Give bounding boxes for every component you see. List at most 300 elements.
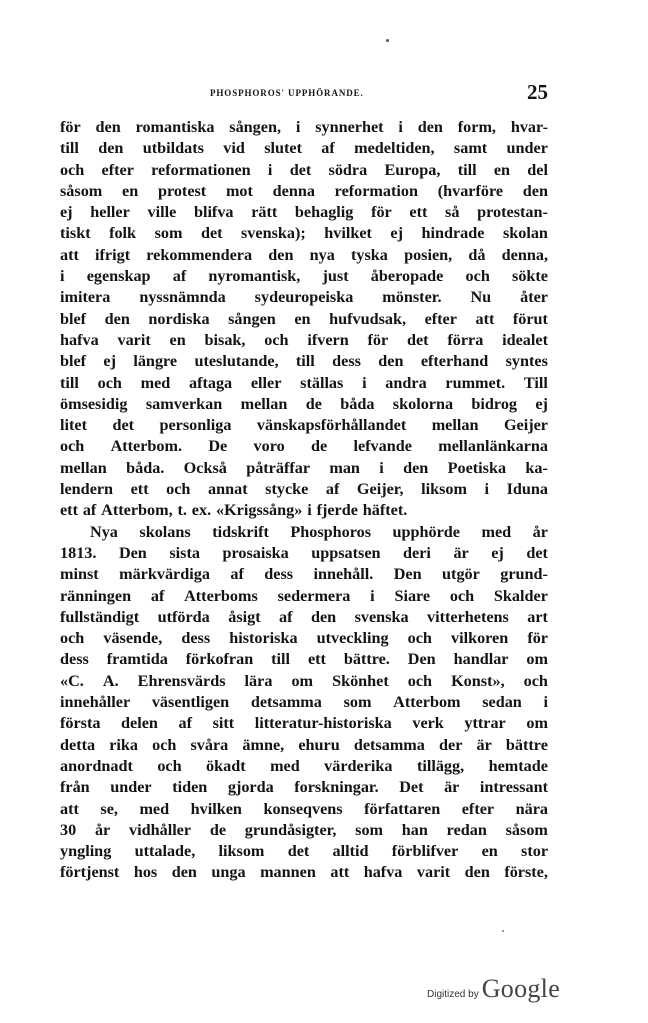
word: år <box>532 522 548 541</box>
word: den <box>171 863 197 882</box>
word: efter <box>461 799 495 818</box>
word: Konst», <box>451 671 505 690</box>
word: det <box>112 416 135 435</box>
word: till <box>60 373 79 392</box>
word: medeltiden, <box>354 139 435 158</box>
word: efterhand <box>420 352 489 371</box>
text-line <box>60 671 548 692</box>
word: dess <box>181 629 211 648</box>
word: märkvärdiga <box>119 565 210 584</box>
word: i <box>398 118 403 136</box>
word: utgör <box>442 565 480 584</box>
text-line <box>60 862 548 883</box>
word: Iduna <box>506 480 548 499</box>
word: vänskapsförhållandet <box>256 416 407 435</box>
word: tillägg, <box>416 756 465 775</box>
text-line <box>60 777 548 798</box>
word: konseqvens <box>263 799 343 818</box>
word: den <box>464 863 490 882</box>
word: mannen <box>260 863 316 882</box>
word: och <box>264 330 289 349</box>
text-line <box>60 756 548 777</box>
word: redan <box>446 820 487 839</box>
word: upphörde <box>392 522 460 541</box>
word: förut <box>512 309 548 328</box>
word: syntes <box>505 352 548 371</box>
word: uteslutande, <box>194 352 279 371</box>
word: det <box>289 160 312 179</box>
word: stor <box>521 842 548 861</box>
word: form, <box>457 118 496 136</box>
word: denna, <box>501 245 548 264</box>
word: reformationen <box>151 160 251 179</box>
word: nordiska <box>148 309 210 328</box>
word: Europa, <box>384 160 441 179</box>
word: grundåsigter, <box>244 820 337 839</box>
word: de <box>209 820 227 839</box>
digitized-label: Digitized by <box>427 989 479 1000</box>
word: i <box>307 501 312 520</box>
word: vilkoren <box>450 629 509 648</box>
word: «Krigssång» <box>215 501 303 520</box>
word: synnerhet <box>315 118 384 136</box>
word: 1813. <box>60 543 97 562</box>
word: den <box>378 352 404 371</box>
word: skolorna <box>392 394 454 413</box>
word: och <box>97 373 122 392</box>
text-line <box>60 202 548 223</box>
word: Atterbom. <box>110 437 183 456</box>
word: i <box>379 458 384 477</box>
word: såsom <box>60 181 103 200</box>
word: detta <box>60 735 96 754</box>
word: dess <box>60 650 89 669</box>
word: ett <box>307 650 326 669</box>
word: påträffar <box>246 458 311 477</box>
word: då <box>468 245 486 264</box>
word: mellan <box>431 416 479 435</box>
word: alltid <box>332 842 369 861</box>
word: i <box>295 118 301 136</box>
word: och <box>60 160 85 179</box>
text-line <box>60 138 548 159</box>
scan-speck <box>386 39 389 42</box>
word: att <box>60 799 79 818</box>
word: protestan- <box>477 203 548 222</box>
word: Poetiska <box>447 458 507 477</box>
word: der <box>439 735 463 754</box>
word: han <box>401 820 428 839</box>
word: och <box>523 671 548 690</box>
word: en <box>294 309 311 328</box>
text-line <box>60 245 548 266</box>
text-line <box>60 394 548 415</box>
word: grund- <box>500 565 548 584</box>
word: sedan <box>482 693 522 712</box>
word: se, <box>100 799 118 818</box>
word: efter <box>101 160 134 179</box>
word: uppsatsen <box>311 543 381 562</box>
text-line <box>60 458 548 479</box>
word: för <box>371 203 392 222</box>
word: «C. <box>60 671 84 690</box>
word: bättre. <box>343 650 390 669</box>
word: längre <box>133 352 178 371</box>
word: till <box>60 139 79 158</box>
word: gjorda <box>227 778 274 797</box>
word: sedermera <box>277 586 351 605</box>
word: Ehrensvärds <box>137 671 226 690</box>
word: deri <box>403 543 431 562</box>
word: en <box>122 181 139 200</box>
word: den <box>403 458 429 477</box>
word: t. <box>177 501 187 520</box>
word: en <box>169 330 186 349</box>
word: innehåller <box>60 693 131 712</box>
word: Phosphoros <box>290 522 372 541</box>
text-line <box>60 309 548 330</box>
word: ex. <box>191 501 212 520</box>
word: del <box>527 160 548 179</box>
word: förra <box>447 330 484 349</box>
body-text <box>60 117 548 884</box>
text-line <box>60 713 548 734</box>
word: af <box>230 565 244 584</box>
text-line <box>60 820 548 841</box>
word: rätt <box>251 203 278 222</box>
word: personliga <box>159 416 232 435</box>
word: Den <box>118 543 147 562</box>
word: af <box>172 267 187 286</box>
page-number: 25 <box>527 80 548 104</box>
word: Skalder <box>493 586 548 605</box>
word: sökte <box>512 267 548 286</box>
word: år <box>94 820 111 839</box>
word: södra <box>328 160 368 179</box>
word: handlar <box>453 650 509 669</box>
word: ifrigt <box>95 245 131 264</box>
word: detsamma <box>353 735 425 754</box>
google-wordmark: Google <box>481 974 561 1003</box>
word: den <box>310 607 337 626</box>
word: litteratur-historiska <box>254 714 392 733</box>
word: art <box>527 607 548 626</box>
word: stycke <box>265 480 309 499</box>
word: bidrog <box>471 394 518 413</box>
text-line <box>60 649 548 670</box>
word: och <box>407 671 433 690</box>
word: en <box>481 842 498 861</box>
word: romantiska <box>135 118 215 136</box>
word: A. <box>102 671 119 690</box>
word: hvar- <box>510 118 548 136</box>
word: förtjenst <box>60 863 120 882</box>
word: tyska <box>351 245 388 264</box>
word: till <box>457 160 477 179</box>
word: ej <box>535 394 548 413</box>
word: utveckling <box>316 629 389 648</box>
text-line <box>60 564 548 585</box>
word: prosaiska <box>222 543 289 562</box>
word: liksom <box>218 842 265 861</box>
word: hemtade <box>488 756 548 775</box>
word: att <box>60 245 79 264</box>
word: nära <box>515 799 548 818</box>
word: fullständigt <box>60 607 140 626</box>
word: imitera <box>60 288 111 307</box>
word: som <box>343 693 372 712</box>
word: det <box>287 842 310 861</box>
word: de <box>311 437 328 456</box>
word: båda <box>340 394 375 413</box>
word: andra <box>385 373 427 392</box>
word: hafva <box>60 330 99 349</box>
word: åter <box>520 288 548 307</box>
word: för <box>527 629 548 648</box>
word: så <box>445 203 460 222</box>
word: till <box>295 352 315 371</box>
word: Skönhet <box>332 671 389 690</box>
word: Till <box>523 373 548 392</box>
word: efter <box>424 309 457 328</box>
word: utbildats <box>142 139 204 158</box>
word: under <box>110 778 152 797</box>
word: ömsesidig <box>60 394 128 413</box>
word: åberopade <box>370 267 444 286</box>
text-line <box>60 543 548 564</box>
word: intressant <box>479 778 548 797</box>
word: detsamma <box>250 693 322 712</box>
word: af <box>82 501 97 520</box>
word: Atterbom <box>393 693 461 712</box>
word: den <box>268 245 294 264</box>
text-line <box>60 415 548 436</box>
word: i <box>543 693 548 712</box>
word: är <box>444 778 460 797</box>
word: De <box>208 437 228 456</box>
word: sista <box>169 543 200 562</box>
word: skolans <box>139 522 191 541</box>
word: till <box>271 650 291 669</box>
word: mellanlänkarna <box>438 437 548 456</box>
word: af <box>279 607 293 626</box>
word: ej <box>491 543 504 562</box>
word: Nu <box>470 288 492 307</box>
word: mönster. <box>382 288 442 307</box>
word: den <box>417 118 443 136</box>
word: uttalade, <box>134 842 196 861</box>
word: förkofran <box>185 650 254 669</box>
word: i <box>60 267 65 286</box>
word: bisak, <box>204 330 246 349</box>
word: mot <box>225 181 253 200</box>
word: protest <box>157 181 207 200</box>
word: behaglig <box>294 203 354 222</box>
word: ej <box>390 224 403 243</box>
word: posien, <box>404 245 453 264</box>
word: med <box>481 522 512 541</box>
word: den <box>98 139 124 158</box>
word: ej <box>103 352 116 371</box>
word: (hvarföre <box>437 181 504 200</box>
running-head <box>60 80 548 106</box>
word: forskningar. <box>294 778 379 797</box>
word: tiskt <box>60 224 91 243</box>
word: och <box>465 267 490 286</box>
word: litet <box>60 416 87 435</box>
word: häftet. <box>362 501 408 520</box>
word: den <box>522 181 548 200</box>
word: vid <box>223 139 245 158</box>
word: och <box>60 629 85 648</box>
word: med <box>139 799 170 818</box>
word: nya <box>309 245 335 264</box>
word: historiska <box>229 629 298 648</box>
word: verk <box>412 714 444 733</box>
word: fjerde <box>316 501 358 520</box>
word: af <box>321 139 335 158</box>
word: mellan <box>60 458 107 477</box>
word: ett <box>130 480 149 499</box>
text-line <box>60 223 548 244</box>
word: åsigt <box>228 607 261 626</box>
text-line <box>60 330 548 351</box>
word: Atterboms <box>184 586 258 605</box>
word: lära <box>244 671 273 690</box>
word: svenska); <box>241 224 306 243</box>
word: idealet <box>502 330 548 349</box>
word: blifva <box>193 203 234 222</box>
word: Nya <box>90 522 118 541</box>
word: 30 <box>60 820 77 839</box>
word: och <box>407 629 432 648</box>
word: väsende, <box>103 629 163 648</box>
word: ifvern <box>307 330 349 349</box>
word: båda. <box>126 458 165 477</box>
word: ämne, <box>242 735 285 754</box>
word: svenska <box>354 607 409 626</box>
word: liksom <box>421 480 467 499</box>
word: ökadt <box>206 756 246 775</box>
text-line <box>60 522 548 543</box>
word: folk <box>109 224 137 243</box>
word: innehåll. <box>313 565 374 584</box>
word: om <box>526 714 548 733</box>
word: om <box>291 671 314 690</box>
word: just <box>322 267 349 286</box>
word: eller <box>250 373 282 392</box>
word: förste, <box>504 863 548 882</box>
word: är <box>476 735 492 754</box>
text-line <box>60 586 548 607</box>
text-line <box>60 479 548 500</box>
word: för <box>60 118 81 136</box>
word: voro <box>253 437 285 456</box>
word: heller <box>90 203 130 222</box>
word: sydeuropeiska <box>254 288 354 307</box>
scan-speck <box>502 930 504 932</box>
text-line <box>60 500 548 521</box>
word: den <box>95 118 121 136</box>
text-line <box>60 181 548 202</box>
word: varit <box>117 330 151 349</box>
digitized-by-google <box>427 974 560 1004</box>
word: sången <box>228 309 276 328</box>
word: slutet <box>264 139 302 158</box>
word: af <box>150 586 165 605</box>
word: ett <box>60 501 78 520</box>
word: och <box>60 437 85 456</box>
word: blef <box>60 309 87 328</box>
word: Det <box>399 778 424 797</box>
word: ej <box>60 203 73 222</box>
word: som <box>154 224 183 243</box>
word: blef <box>60 352 87 371</box>
word: delen <box>121 714 158 733</box>
running-head-title: PHOSPHOROS' UPPHÖRANDE. <box>210 88 364 98</box>
text-line <box>60 351 548 372</box>
word: mellan <box>240 394 288 413</box>
text-line <box>60 266 548 287</box>
word: och <box>166 480 191 499</box>
word: vitterhetens <box>427 607 509 626</box>
word: Siare <box>394 586 431 605</box>
word: samverkan <box>145 394 223 413</box>
word: rika <box>109 735 138 754</box>
word: egenskap <box>86 267 151 286</box>
word: utförda <box>157 607 210 626</box>
word: Geijer, <box>356 480 404 499</box>
word: rummet. <box>445 373 506 392</box>
word: första <box>60 714 101 733</box>
word: de <box>305 394 322 413</box>
word: sitt <box>212 714 235 733</box>
word: yttrar <box>464 714 506 733</box>
word: förblifver <box>391 842 459 861</box>
word: minst <box>60 565 99 584</box>
word: och <box>157 756 182 775</box>
word: för <box>367 330 389 349</box>
word: den <box>104 309 130 328</box>
word: dess <box>332 352 361 371</box>
word: Atterbom, <box>101 501 173 520</box>
word: anordnadt <box>60 756 133 775</box>
word: man <box>329 458 360 477</box>
word: väsentligen <box>151 693 230 712</box>
word: hvilken <box>190 799 242 818</box>
word: författaren <box>364 799 441 818</box>
word: reformation <box>334 181 418 200</box>
text-line <box>60 117 548 138</box>
word: unga <box>211 863 246 882</box>
word: Den <box>407 650 436 669</box>
text-line <box>60 628 548 649</box>
word: är <box>453 543 469 562</box>
word: bättre <box>505 735 548 754</box>
word: i <box>267 160 273 179</box>
word: tiden <box>172 778 208 797</box>
word: det <box>406 330 429 349</box>
word: framtida <box>106 650 168 669</box>
word: tidskrift <box>212 522 269 541</box>
word: ka- <box>525 458 548 477</box>
word: att <box>330 863 350 882</box>
word: det <box>526 543 548 562</box>
text-line <box>60 841 548 862</box>
word: om <box>526 650 548 669</box>
word: lefvande <box>353 437 412 456</box>
word: Den <box>393 565 422 584</box>
